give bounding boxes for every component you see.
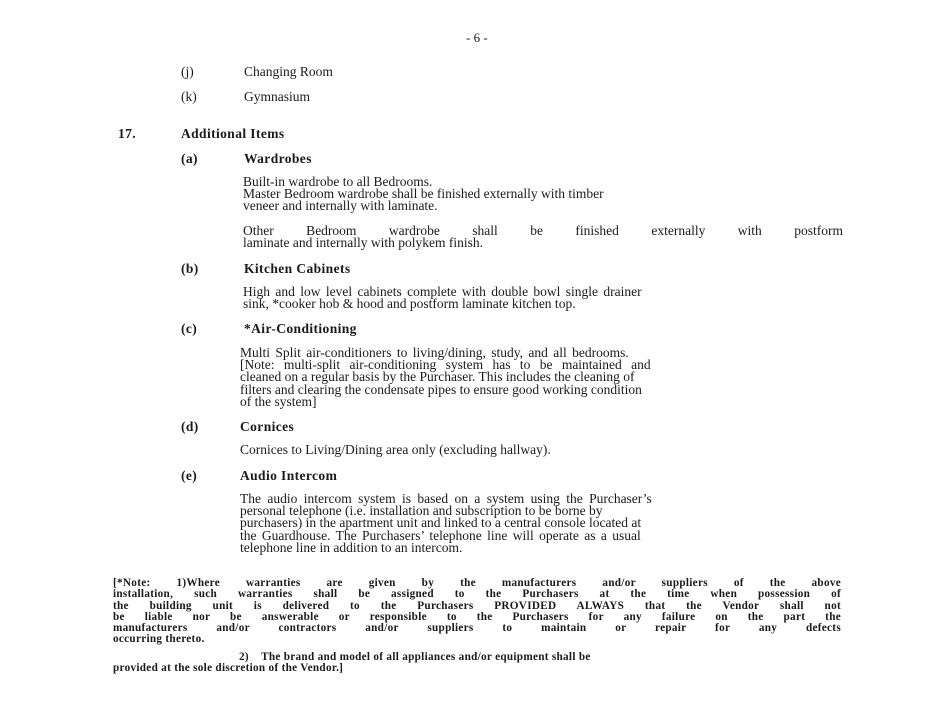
- item-title: Cornices: [240, 419, 295, 434]
- paragraph-line: laminate and internally with polykem finish.: [243, 235, 483, 251]
- paragraph-line: Cornices to Living/Dining area only (excluding hallway).: [240, 442, 551, 457]
- item-title: *Air-Conditioning: [244, 321, 357, 336]
- footnote-line: installation, such warranties shall be assigned to the Purchasers at the time when possession of: [113, 588, 841, 601]
- paragraph-line: of the system]: [240, 393, 317, 409]
- paragraph-line: Master Bedroom wardrobe shall be finished externally with timber: [243, 186, 604, 202]
- item-paragraph: [240, 493, 843, 554]
- page-number: - 6 -: [466, 30, 488, 45]
- footnote-line: provided at the sole discretion of the Vendor.]: [113, 662, 344, 675]
- item-title: Wardrobes: [244, 151, 312, 166]
- footnote-line: [*Note: 1)Where warranties are given by the manufacturers and/or suppliers of the above: [113, 577, 841, 589]
- list-item-marker: (k): [181, 89, 197, 104]
- item-marker: (b): [181, 261, 199, 276]
- section-title: Additional Items: [181, 126, 285, 141]
- list-item-marker: (j): [181, 64, 194, 79]
- footnote-line: manufacturers and/or contractors and/or suppliers to maintain or repair for any defects: [113, 622, 841, 635]
- paragraph-line: veneer and internally with laminate.: [243, 198, 438, 214]
- item-marker: (c): [181, 321, 198, 336]
- item-marker: (a): [181, 151, 198, 166]
- list-item-label: Changing Room: [244, 64, 333, 79]
- footnote-line: 2) The brand and model of all appliances and/or equipment shall be: [239, 651, 591, 663]
- footnote-1: [113, 578, 841, 646]
- item-marker: (e): [181, 468, 198, 483]
- paragraph-line: Other Bedroom wardrobe shall be finished externally with postform: [243, 223, 843, 238]
- list-item-label: Gymnasium: [244, 89, 310, 104]
- paragraph-line: sink, *cooker hob & hood and postform laminate kitchen top.: [243, 296, 576, 312]
- item-paragraph: [243, 286, 843, 310]
- paragraph-line: Multi Split air-conditioners to living/dining, study, and all bedrooms.: [240, 345, 629, 360]
- footnote-line: occurring thereto.: [113, 633, 205, 646]
- paragraph-line: purchasers) in the apartment unit and linked to a central console located at: [240, 515, 642, 531]
- item-title: Kitchen Cabinets: [244, 261, 351, 276]
- paragraph-line: the Guardhouse. The Purchasers’ telephone line will operate as a usual: [240, 527, 641, 543]
- paragraph-line: filters and clearing the condensate pipes to ensure good working condition: [240, 381, 642, 397]
- item-paragraph: [243, 225, 843, 249]
- paragraph-line: cleaned on a regular basis by the Purchaser. This includes the cleaning of: [240, 369, 635, 385]
- item-title: Audio Intercom: [240, 468, 338, 483]
- paragraph-line: [Note: multi-split air-conditioning system has to be maintained and: [240, 357, 651, 373]
- paragraph-line: telephone line in addition to an intercom.: [240, 539, 463, 555]
- paragraph-line: Built-in wardrobe to all Bedrooms.: [243, 174, 433, 189]
- paragraph-line: The audio intercom system is based on a system using the Purchaser’s: [240, 491, 652, 506]
- footnote-line: be liable nor be answerable or responsible to the Purchasers for any failure on the part the: [113, 610, 841, 623]
- section-number: 17.: [118, 126, 137, 141]
- item-paragraph: [240, 347, 843, 408]
- item-paragraph: [240, 444, 843, 456]
- item-marker: (d): [181, 419, 199, 434]
- paragraph-line: High and low level cabinets complete with double bowl single drainer: [243, 284, 642, 299]
- footnote-line: the building unit is delivered to the Purchasers PROVIDED ALWAYS that the Vendor shall not: [113, 599, 841, 612]
- item-paragraph: [243, 176, 843, 213]
- paragraph-line: personal telephone (i.e. installation and subscription to be borne by: [240, 503, 603, 519]
- footnote-2: [113, 652, 813, 675]
